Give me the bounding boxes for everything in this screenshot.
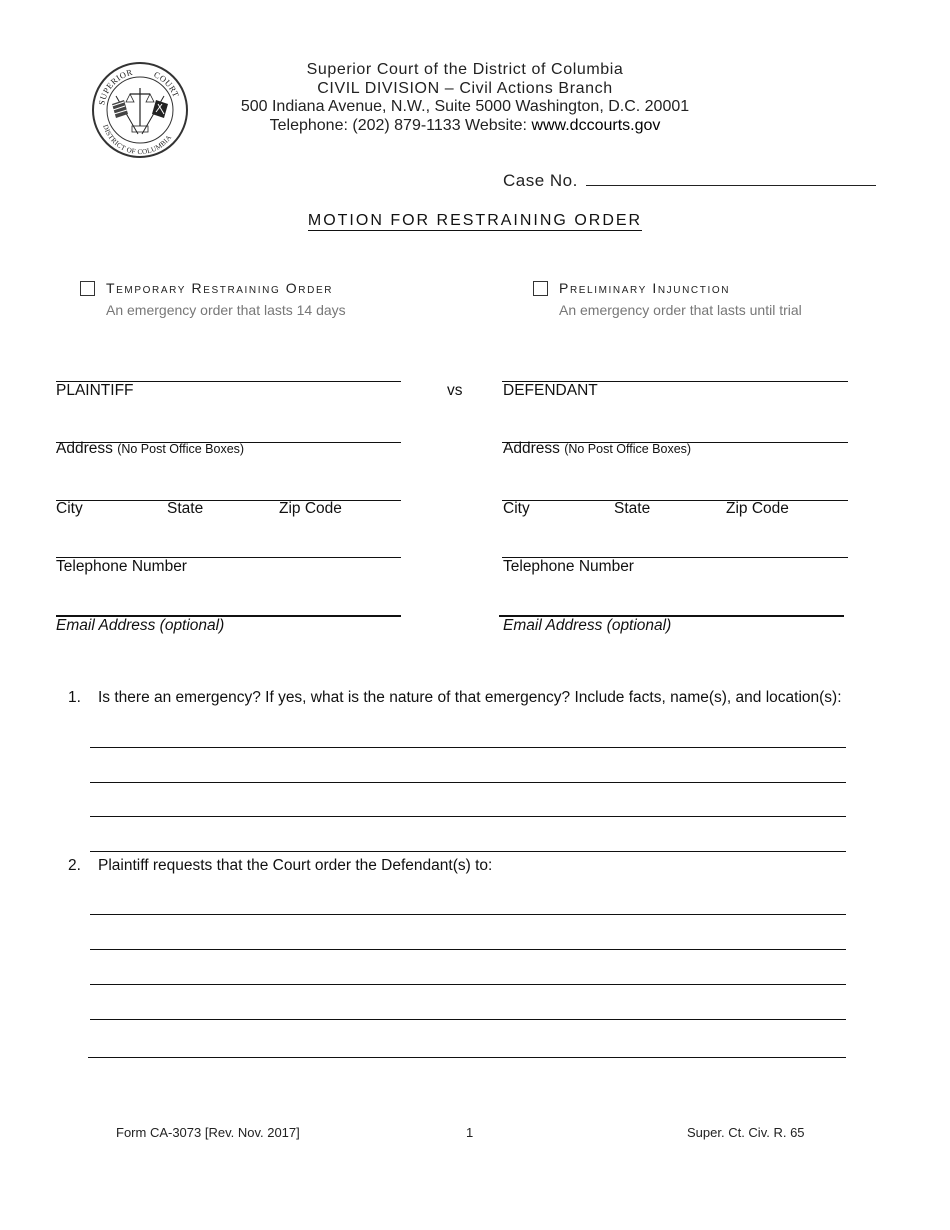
case-number-label: Case No.: [503, 171, 578, 190]
preliminary-injunction-checkbox[interactable]: [533, 281, 548, 296]
division-name: CIVIL DIVISION – Civil Actions Branch: [317, 79, 613, 97]
seal-top-text: SUPERIOR: [96, 66, 134, 106]
court-phone: Telephone: (202) 879-1133 Website:: [269, 116, 532, 134]
plaintiff-phone-label: Telephone Number: [56, 558, 187, 575]
question-1-answer-line[interactable]: [90, 851, 846, 852]
court-seal-icon: [90, 60, 190, 160]
seal-top-right-text: COURT: [152, 69, 182, 99]
plaintiff-address-label: [56, 440, 244, 458]
vs-label: vs: [447, 382, 463, 399]
case-number-input[interactable]: [586, 171, 876, 186]
defendant-address-note: (No Post Office Boxes): [564, 442, 692, 456]
svg-text:SUPERIOR: [96, 67, 133, 106]
question-2-answer-line[interactable]: [90, 914, 846, 915]
preliminary-injunction-description: An emergency order that lasts until trial: [559, 302, 802, 318]
defendant-email-label: Email Address (optional): [503, 617, 672, 634]
court-header: [200, 61, 730, 135]
court-name: Superior Court of the District of Columbia: [306, 61, 624, 78]
defendant-phone-label: Telephone Number: [503, 558, 634, 575]
plaintiff-label: PLAINTIFF: [56, 382, 134, 399]
plaintiff-state-label: State: [167, 500, 204, 517]
preliminary-injunction-label: Preliminary Injunction: [559, 280, 731, 296]
defendant-city-line[interactable]: [502, 500, 848, 501]
seal-bottom-text: DISTRICT OF COLUMBIA: [101, 123, 174, 157]
defendant-zip-label: Zip Code: [726, 500, 789, 517]
defendant-city-label: City: [503, 500, 530, 517]
defendant-address-label: [503, 440, 691, 458]
question-1-text: Is there an emergency? If yes, what is the nature of that emergency? Include facts, name(s), and location(s):: [98, 689, 842, 706]
plaintiff-zip-label: Zip Code: [279, 500, 342, 517]
question-1-number: 1.: [68, 689, 81, 706]
case-number-field: [503, 171, 876, 191]
plaintiff-email-label: Email Address (optional): [56, 617, 225, 634]
question-2-text: Plaintiff requests that the Court order the Defendant(s) to:: [98, 857, 493, 874]
court-address: 500 Indiana Avenue, N.W., Suite 5000 Washington, D.C. 20001: [240, 98, 690, 115]
defendant-label: DEFENDANT: [503, 382, 598, 399]
plaintiff-city-label: City: [56, 500, 83, 517]
tro-checkbox[interactable]: [80, 281, 95, 296]
question-1-answer-line[interactable]: [90, 816, 846, 817]
court-contact: [200, 117, 730, 136]
question-1-answer-line[interactable]: [90, 747, 846, 748]
defendant-state-label: State: [614, 500, 651, 517]
question-2-answer-line[interactable]: [90, 1019, 846, 1020]
court-rule-reference: Super. Ct. Civ. R. 65: [687, 1125, 805, 1140]
plaintiff-address-note: (No Post Office Boxes): [117, 442, 245, 456]
form-title-text: MOTION FOR RESTRAINING ORDER: [307, 212, 643, 229]
question-2-answer-line[interactable]: [90, 984, 846, 985]
question-2-number: 2.: [68, 857, 81, 874]
question-2-answer-line[interactable]: [90, 949, 846, 950]
form-title: [0, 212, 950, 230]
plaintiff-city-line[interactable]: [56, 500, 401, 501]
question-1-answer-line[interactable]: [90, 782, 846, 783]
tro-description: An emergency order that lasts 14 days: [106, 302, 346, 318]
question-2-answer-line[interactable]: [88, 1057, 846, 1058]
court-website-link[interactable]: www.dccourts.gov: [531, 116, 661, 134]
page-number: 1: [466, 1125, 474, 1140]
plaintiff-address-label-text: Address: [56, 440, 113, 457]
tro-label: Temporary Restraining Order: [106, 280, 334, 296]
defendant-address-label-text: Address: [503, 440, 560, 457]
form-number: Form CA-3073 [Rev. Nov. 2017]: [116, 1125, 300, 1140]
svg-text:COURT: [152, 69, 181, 99]
